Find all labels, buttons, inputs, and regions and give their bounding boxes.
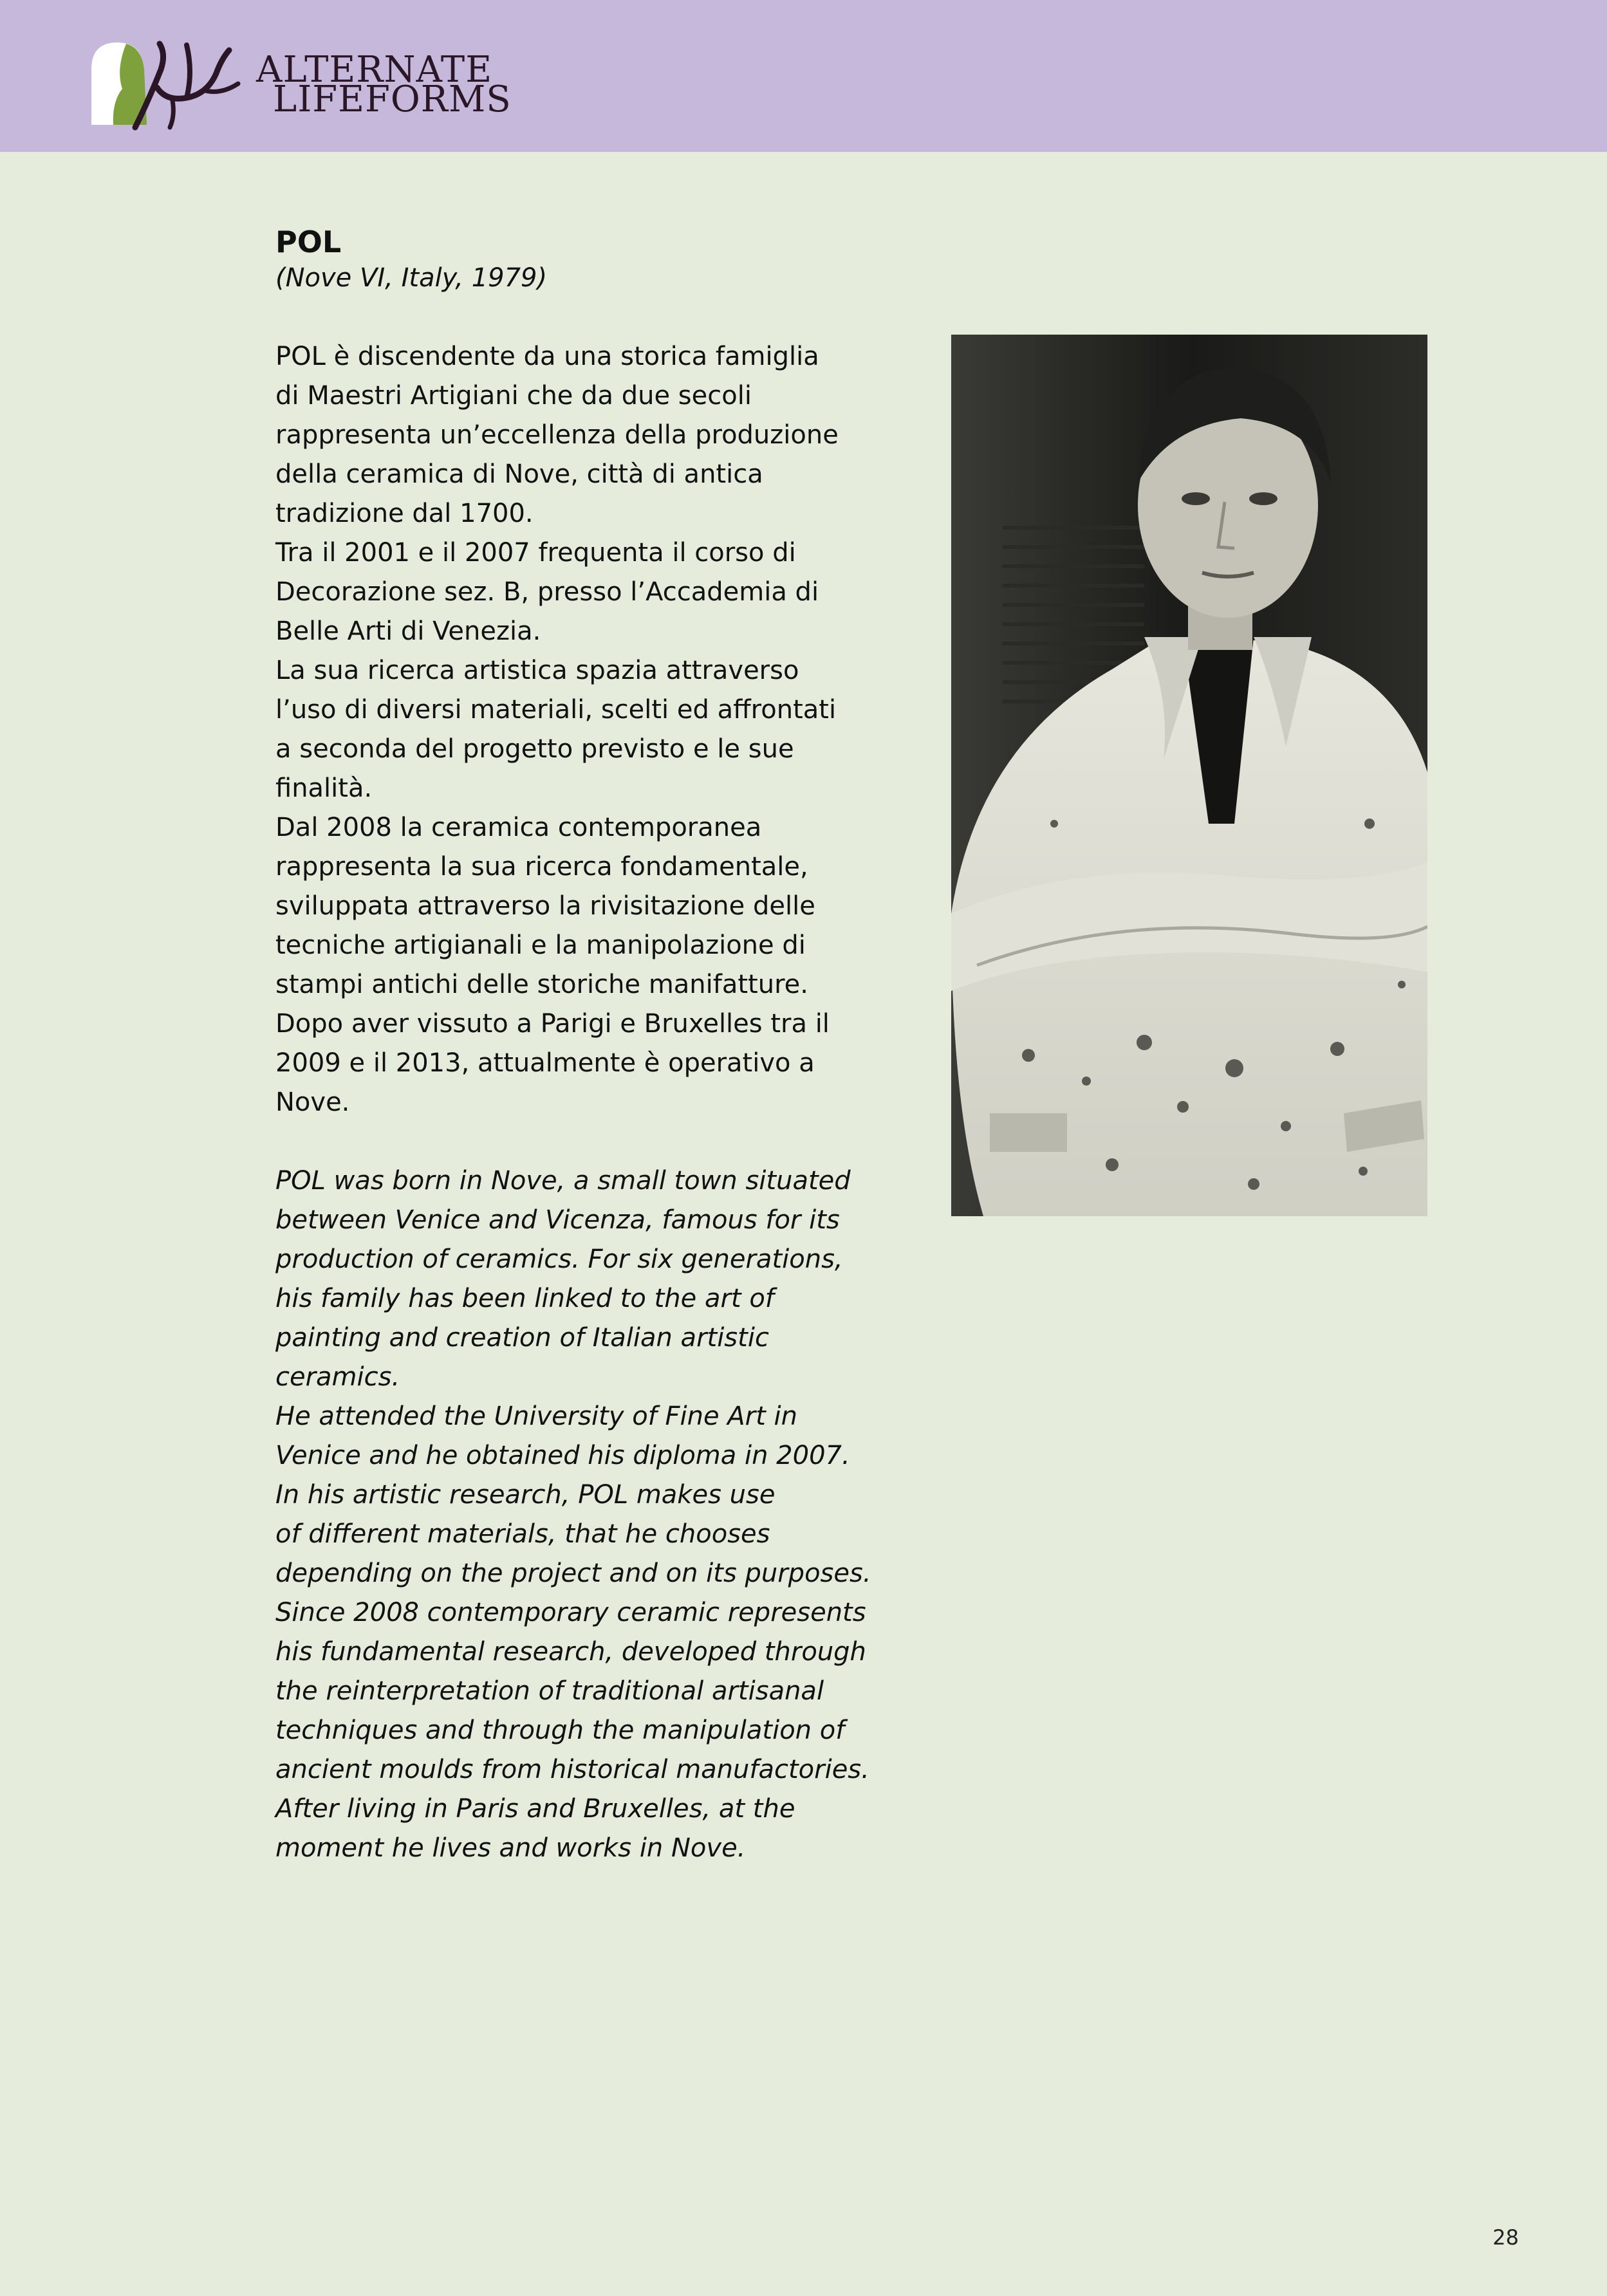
portrait-illustration bbox=[951, 335, 1427, 1216]
bio-english: POL was born in Nove, a small town situated between Venice and Vicenza, famous for its production of ceramics. For six generations, his family has been linked to the art of painting and creation of Italian artistic ceramics. He attended the University of Fine Art in Venice and he obtained his diploma in 2007. In his artistic research, POL makes use of different materials, that he chooses depending on the project and on its purposes. Since 2008 contemporary ceramic represents his fundamental research, developed through the reinterpretation of traditional artisanal techniques and through the manipulation of ancient moulds from historical manufactories. After living in Paris and Bruxelles, at the moment he lives and works in Nove. bbox=[275, 1166, 871, 1863]
logo-wordmark bbox=[256, 49, 512, 120]
page-number: 28 bbox=[1492, 2225, 1519, 2250]
artist-text-column bbox=[275, 224, 919, 1868]
logo-line-2: LIFEFORMS bbox=[273, 79, 512, 120]
bio-italian: POL è discendente da una storica famiglia di Maestri Artigiani che da due secoli rappresenta un’eccellenza della produzione della ceramica di Nove, città di antica tradizione dal 1700. Tra il 2001 e il 2007 frequenta il corso di Decorazione sez. B, presso l’Accademia di Belle Arti di Venezia. La sua ricerca artistica spazia attraverso l’uso di diversi materiali, scelti ed affrontati a seconda del progetto previsto e le sue finalità. Dal 2008 la ceramica contemporanea rappresenta la sua ricerca fondamentale, sviluppata attraverso la rivisitazione delle tecniche artigianali e la manipolazione di stampi antichi delle storiche manifatture. Dopo aver vissuto a Parigi e Bruxelles tra il 2009 e il 2013, attualmente è operativo a Nove. bbox=[275, 342, 839, 1117]
artist-name: POL bbox=[275, 225, 342, 259]
artist-origin: (Nove VI, Italy, 1979) bbox=[275, 263, 548, 293]
lifeforms-mark-icon bbox=[90, 31, 264, 134]
artist-portrait-photo bbox=[951, 335, 1427, 1216]
logo-line-1: ALTERNATE bbox=[256, 49, 493, 91]
alternate-lifeforms-logo bbox=[90, 31, 515, 134]
